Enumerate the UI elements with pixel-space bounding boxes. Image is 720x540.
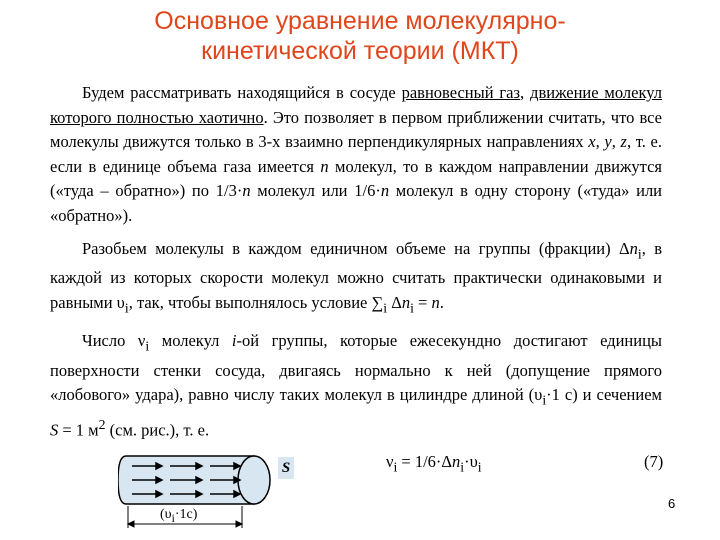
subscript-i: i bbox=[460, 459, 465, 475]
equation-number: (7) bbox=[644, 452, 664, 471]
text: Число ν bbox=[82, 330, 146, 350]
text: , bbox=[611, 132, 621, 152]
subscript-i: i bbox=[393, 459, 398, 475]
text: молекул bbox=[149, 330, 232, 350]
text: -ой группы, которые ежесекундно достигают единицы поверхности стенки сосуда, двигаясь нормально к ней (допущение прямого «лобового» удара), равно числу таких молекул в цилиндре длиной (υ bbox=[50, 330, 662, 405]
text: молекул или 1/6· bbox=[250, 181, 381, 201]
cross-section-label: S bbox=[278, 457, 294, 479]
body-text bbox=[50, 81, 662, 443]
text: . Это позволяет в первом приближении считать, что все молекулы движутся только в 3-х взаимно перпендикулярных направлениях bbox=[50, 107, 662, 152]
text: ·1 с) и сечением bbox=[546, 385, 662, 405]
text: . bbox=[439, 293, 444, 313]
var-y: y bbox=[604, 132, 612, 152]
text: молекул в одну сторону («туда» или «обратно»). bbox=[50, 181, 663, 225]
text: = 1 м bbox=[58, 420, 99, 440]
text: , bbox=[520, 83, 531, 102]
subscript-i: i bbox=[145, 338, 150, 354]
text: , так, чтобы выполнялось условие ∑ bbox=[128, 293, 384, 313]
text: = bbox=[413, 293, 432, 313]
text: (см. рис.), т. е. bbox=[105, 420, 210, 440]
cylinder-length-label bbox=[160, 507, 197, 525]
text: ν bbox=[386, 452, 394, 471]
subscript-i: i bbox=[542, 392, 547, 408]
title-line-1: Основное уравнение молекулярно- bbox=[154, 7, 566, 35]
superscript-2: 2 bbox=[98, 417, 106, 433]
var-n: n bbox=[242, 181, 251, 201]
subscript-i: i bbox=[410, 300, 414, 316]
paragraph-1 bbox=[50, 81, 662, 229]
underlined-text: движение молекул которого полностью хаотично bbox=[50, 83, 663, 127]
text: ·υ bbox=[464, 452, 478, 471]
text: (υ bbox=[160, 507, 172, 522]
paragraph-3 bbox=[50, 329, 662, 443]
page-number: 6 bbox=[668, 496, 676, 511]
var-z: z bbox=[620, 132, 627, 152]
subscript-i: i bbox=[477, 459, 482, 475]
text: , т. е. если в единице объема газа имеется bbox=[50, 132, 662, 176]
var-n: n bbox=[431, 293, 440, 313]
var-n: n bbox=[401, 293, 411, 313]
var-i: i bbox=[231, 330, 237, 350]
var-n: n bbox=[380, 181, 390, 201]
text: Δ bbox=[387, 293, 402, 313]
var-n: n bbox=[452, 452, 461, 471]
text: молекул, то в каждом направлении движутся («туда – обратно») по 1/3· bbox=[50, 156, 662, 201]
var-n: n bbox=[320, 156, 329, 176]
var-s: S bbox=[50, 420, 59, 440]
subscript-i: i bbox=[637, 245, 642, 261]
text: , в каждой из которых скорости молекул можно считать практически одинаковыми и равными υ bbox=[50, 238, 662, 313]
subscript-i: i bbox=[124, 300, 129, 316]
text: = 1/6·Δ bbox=[397, 452, 453, 471]
title-line-2: кинетической теории (МКТ) bbox=[201, 37, 519, 65]
text: Будем рассматривать находящийся в сосуде bbox=[82, 83, 402, 102]
subscript-i: i bbox=[383, 300, 388, 316]
underlined-text: равновесный газ bbox=[401, 83, 521, 102]
text: ·1с) bbox=[174, 507, 198, 522]
var-x: x bbox=[588, 132, 596, 152]
equation bbox=[386, 452, 482, 475]
text: , bbox=[595, 132, 605, 152]
subscript-i: i bbox=[171, 511, 175, 525]
paragraph-2 bbox=[50, 237, 662, 321]
cylinder-end-face bbox=[238, 456, 270, 504]
slide-title bbox=[60, 6, 660, 66]
text: Разобьем молекулы в каждом единичном объеме на группы (фракции) Δ bbox=[82, 238, 630, 258]
var-n: n bbox=[629, 238, 638, 258]
